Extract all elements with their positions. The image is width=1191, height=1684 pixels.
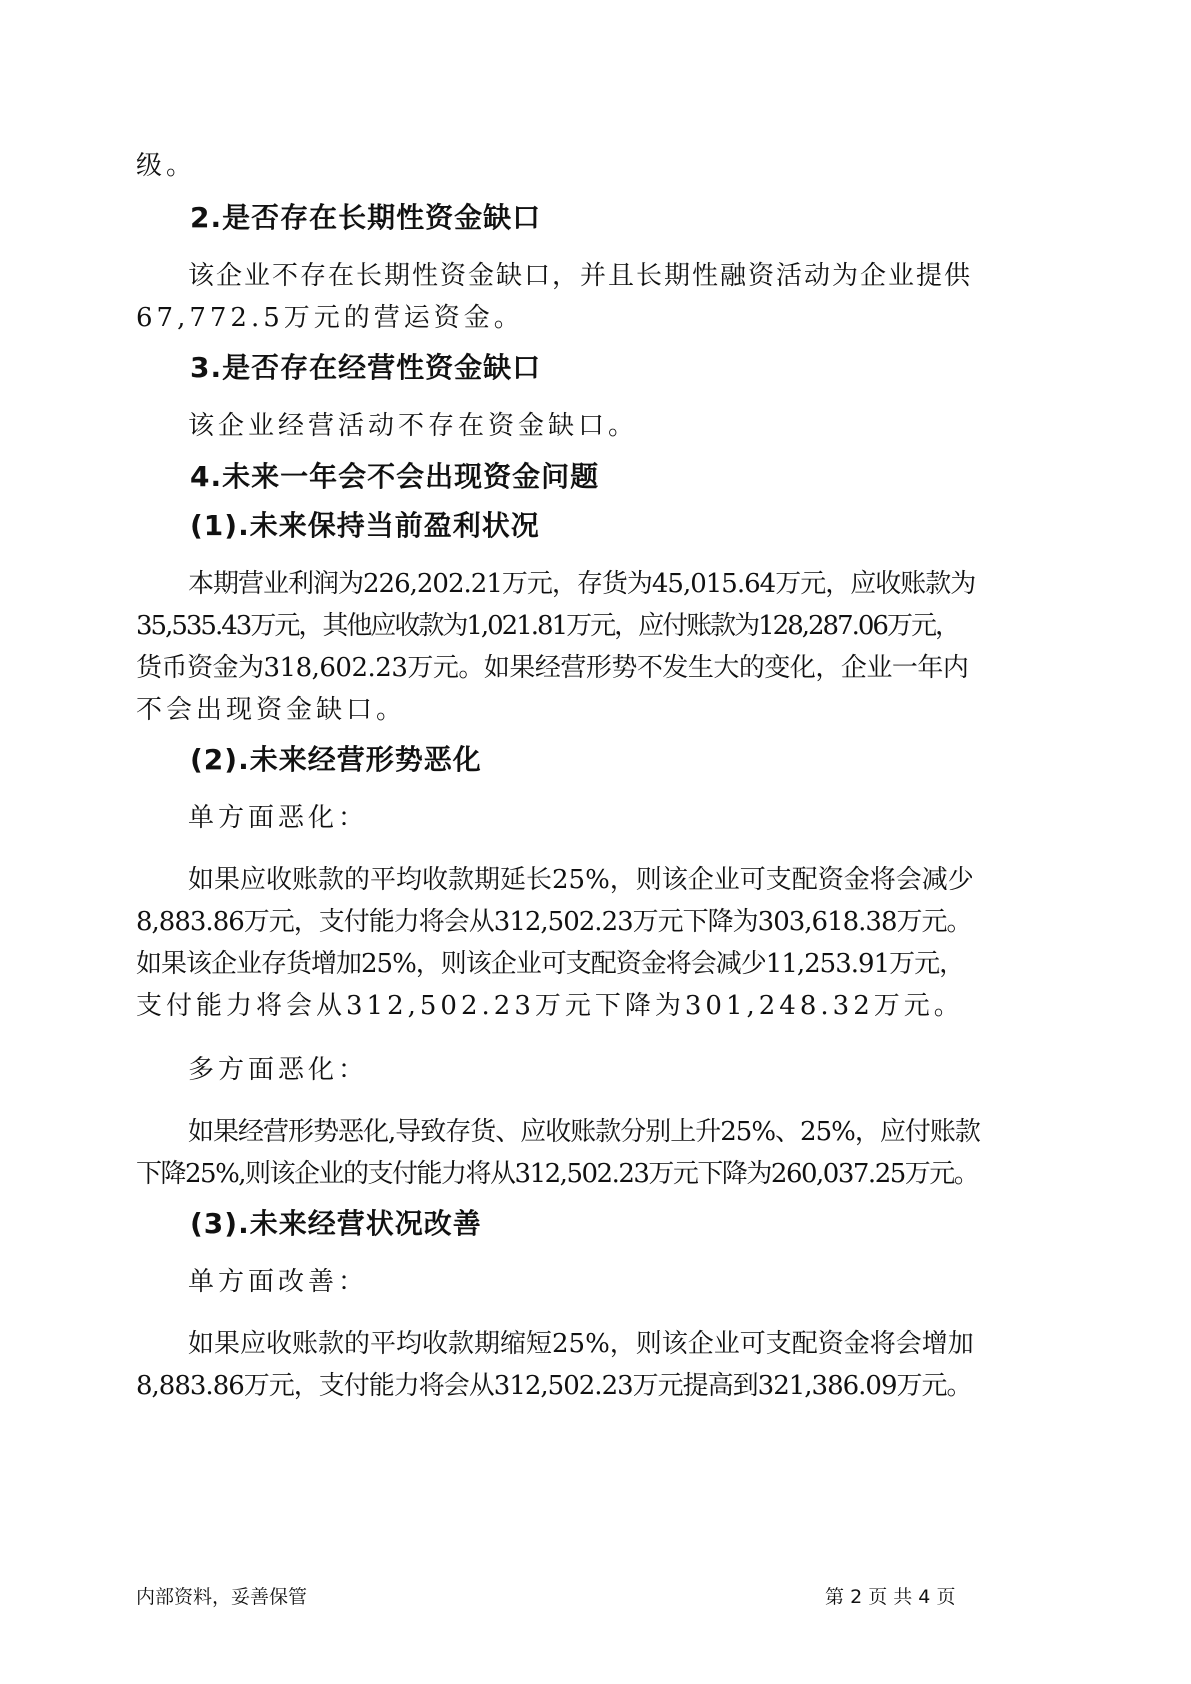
page-current: 2 <box>850 1586 863 1608</box>
paragraph-line: 该企业不存在长期性资金缺口，并且长期性融资活动为企业提供 <box>188 261 973 291</box>
paragraph-line: 35,535.43万元，其他应收款为1,021.81万元，应付账款为128,287.06万元， <box>136 611 959 641</box>
paragraph-line: 8,883.86万元，支付能力将会从312,502.23万元下降为303,618.38万元。 <box>136 907 972 937</box>
page-mid: 页 共 <box>868 1586 913 1608</box>
paragraph-line: 单方面恶化： <box>188 803 369 833</box>
paragraph-line: 如果经营形势恶化,导致存货、应收账款分别上升25%、25%，应付账款 <box>188 1117 980 1147</box>
paragraph-line: 8,883.86万元，支付能力将会从312,502.23万元提高到321,386.09万元。 <box>136 1371 972 1401</box>
paragraph-line: 如果应收账款的平均收款期缩短25%，则该企业可支配资金将会增加 <box>188 1329 974 1359</box>
paragraph-line: 支付能力将会从312,502.23万元下降为301,248.32万元。 <box>136 991 964 1021</box>
paragraph-line: 货币资金为318,602.23万元。如果经营形势不发生大的变化，企业一年内 <box>136 653 969 683</box>
paragraph-line: 如果应收账款的平均收款期延长25%，则该企业可支配资金将会减少 <box>188 865 974 895</box>
page-total: 4 <box>918 1586 931 1608</box>
section-heading: 4.未来一年会不会出现资金问题 <box>190 460 600 493</box>
paragraph-line: 多方面恶化： <box>188 1055 369 1085</box>
paragraph-line: 单方面改善： <box>188 1267 369 1297</box>
page-prefix: 第 <box>825 1586 845 1608</box>
subsection-heading: (2).未来经营形势恶化 <box>190 743 482 776</box>
paragraph-line: 如果该企业存货增加25%，则该企业可支配资金将会减少11,253.91万元， <box>136 949 965 979</box>
paragraph-line: 该企业经营活动不存在资金缺口。 <box>188 411 639 441</box>
paragraph-line: 级。 <box>136 151 197 181</box>
paragraph-line: 67,772.5万元的营运资金。 <box>136 303 524 333</box>
subsection-heading: (1).未来保持当前盈利状况 <box>190 509 540 542</box>
paragraph-line: 不会出现资金缺口。 <box>136 695 407 725</box>
footer-page-number <box>825 1582 955 1609</box>
paragraph-line: 本期营业利润为226,202.21万元，存货为45,015.64万元，应收账款为 <box>188 569 976 599</box>
page-suffix: 页 <box>936 1586 956 1608</box>
section-heading: 3.是否存在经营性资金缺口 <box>190 351 542 384</box>
subsection-heading: (3).未来经营状况改善 <box>190 1207 482 1240</box>
footer-confidential-note: 内部资料，妥善保管 <box>136 1586 308 1608</box>
section-heading: 2.是否存在长期性资金缺口 <box>190 201 542 234</box>
paragraph-line: 下降25%,则该企业的支付能力将从312,502.23万元下降为260,037.25万元。 <box>136 1159 979 1189</box>
